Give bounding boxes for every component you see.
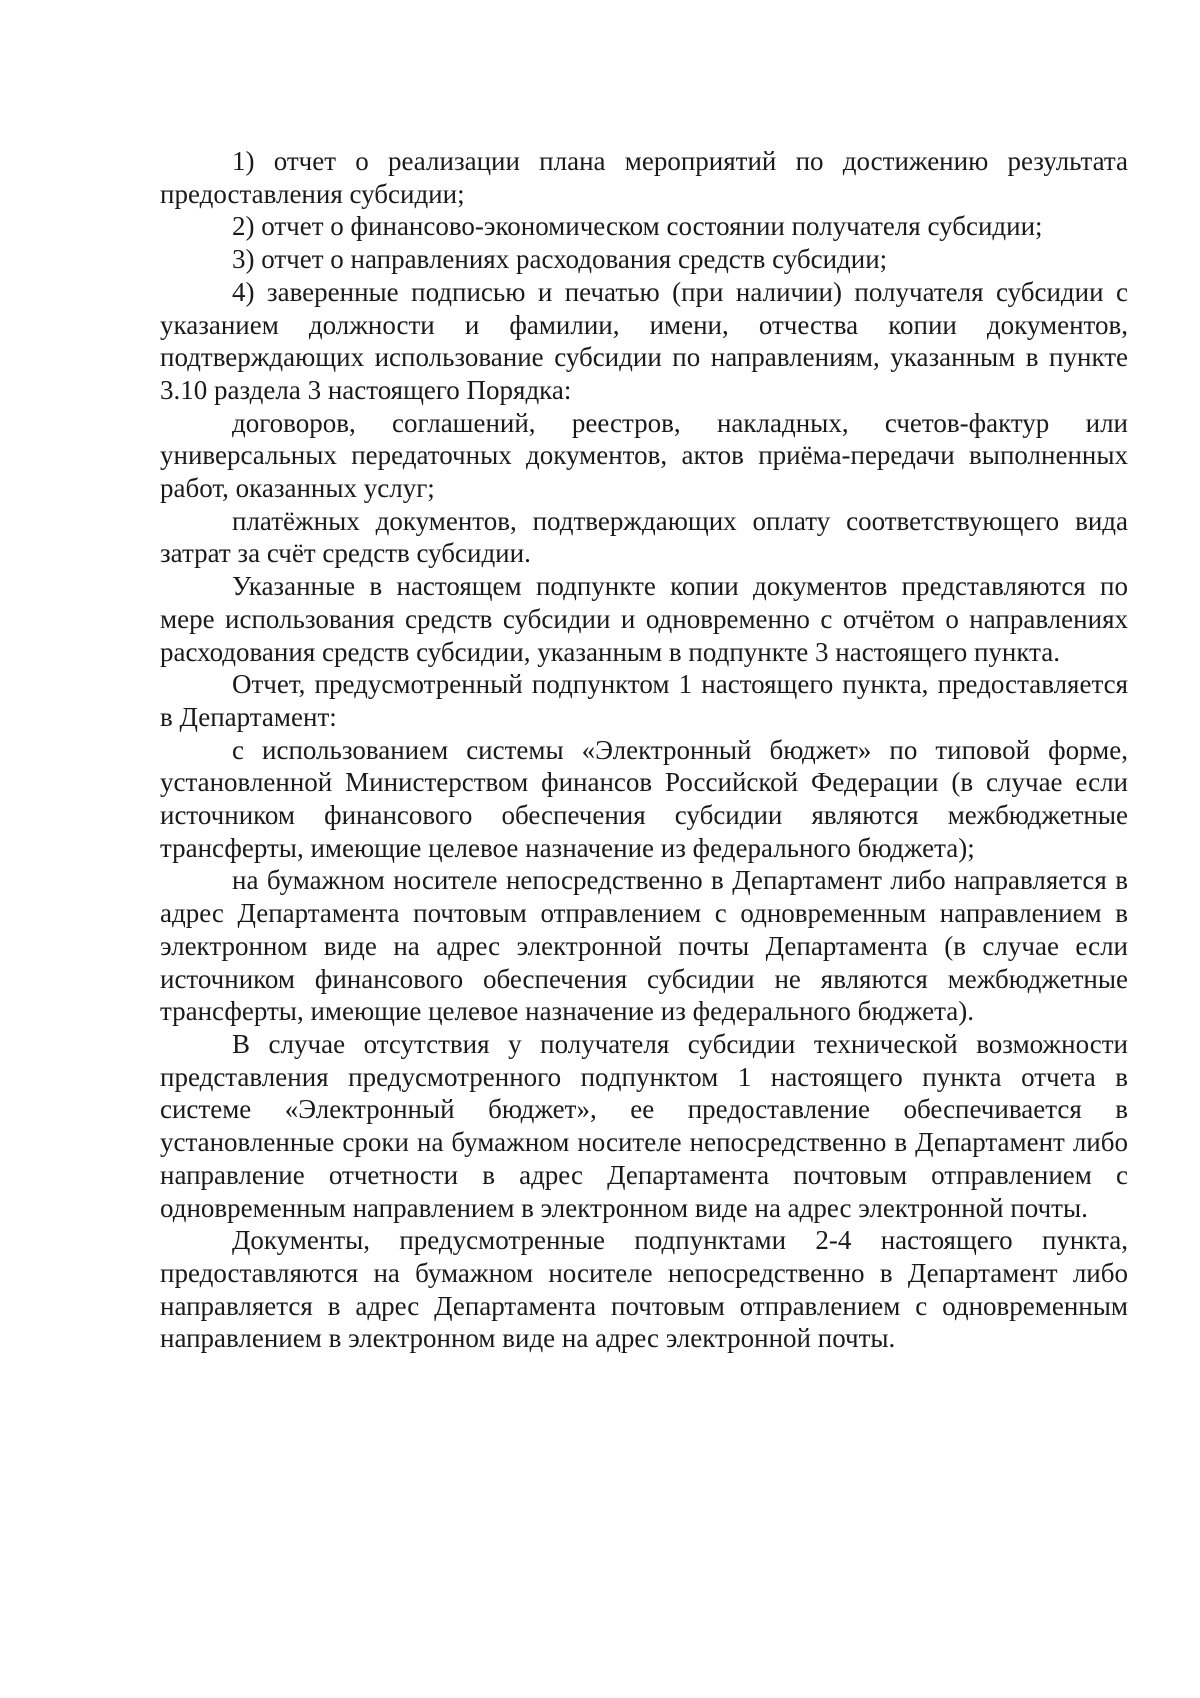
paragraph-electronic-budget: с использованием системы «Электронный бюджет» по типовой форме, установленной Министерством финансов Российской Федерации (в случае если источником финансового обеспечения субсидии являются межбюджетные трансферты, имеющие целевое назначение из федерального бюджета); [160, 734, 1128, 863]
paragraph-paper-submission: на бумажном носителе непосредственно в Департамент либо направляется в адрес Департамента почтовым отправлением с одновременным направлением в электронном виде на адрес электронной почты Департамента (в случае если источником финансового обеспечения субсидии не являются межбюджетные трансферты, имеющие целевое назначение из федерального бюджета). [160, 865, 1128, 1027]
paragraph-report-financial-condition: 2) отчет о финансово-экономическом состоянии получателя субсидии; [232, 211, 1043, 242]
paragraph-copies-submission: Указанные в настоящем подпункте копии документов представляются по мере использования средств субсидии и одновременно с отчётом о направлениях расходования средств субсидии, указанным в подпункте 3 настоящего пункта. [160, 571, 1128, 667]
paragraph-report-expenditure-directions: 3) отчет о направлениях расходования средств субсидии; [232, 244, 888, 275]
paragraph-report-plan-implementation: 1) отчет о реализации плана мероприятий по достижению результата предоставления субсидии; [160, 146, 1128, 209]
paragraph-contracts-list: договоров, соглашений, реестров, накладных, счетов-фактур или универсальных передаточных документов, актов приёма-передачи выполненных работ, оказанных услуг; [160, 407, 1128, 504]
paragraph-certified-copies: 4) заверенные подписью и печатью (при наличии) получателя субсидии с указанием должности и фамилии, имени, отчества копии документов, подтверждающих использование субсидии по направлениям, указанным в пункте 3.10 раздела 3 настоящего Порядка: [160, 276, 1128, 405]
paragraph-payment-documents: платёжных документов, подтверждающих оплату соответствующего вида затрат за счёт средств субсидии. [160, 505, 1128, 569]
paragraph-documents-2-4: Документы, предусмотренные подпунктами 2-4 настоящего пункта, предоставляются на бумажном носителе непосредственно в Департамент либо направляется в адрес Департамента почтовым отправлением с одновременным направлением в электронном виде на адрес электронной почты. [160, 1225, 1128, 1354]
paragraph-no-technical-possibility: В случае отсутствия у получателя субсидии технической возможности представления предусмотренного подпунктом 1 настоящего пункта отчета в системе «Электронный бюджет», ее предоставление обеспечивается в установленные сроки на бумажном носителе непосредственно в Департамент либо направление отчетности в адрес Департамента почтовым отправлением с одновременным направлением в электронном виде на адрес электронной почты. [160, 1028, 1128, 1223]
paragraph-report-submitted-to: Отчет, предусмотренный подпунктом 1 настоящего пункта, предоставляется в Департамент: [160, 669, 1128, 732]
document-body [160, 145, 1128, 1355]
